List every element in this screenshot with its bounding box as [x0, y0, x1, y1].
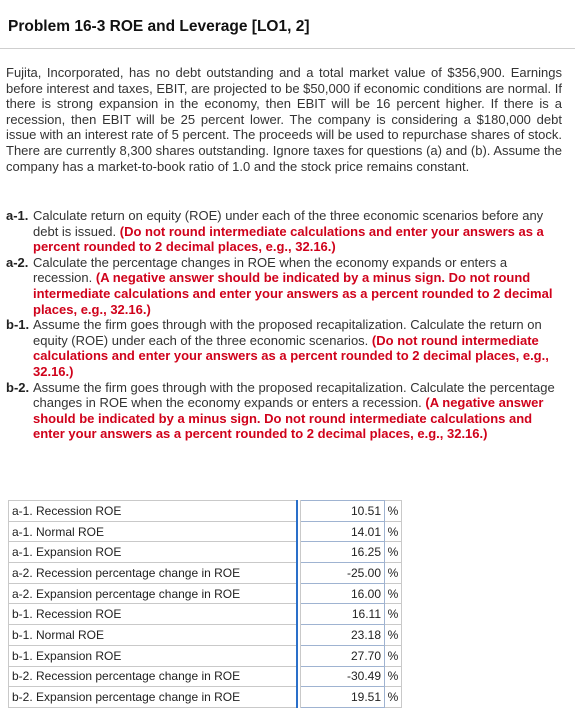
answer-label: a-2. Expansion percentage change in ROE: [9, 583, 298, 604]
percent-unit: %: [385, 625, 402, 646]
answer-label: b-1. Recession ROE: [9, 604, 298, 625]
question-label: b-2.: [6, 379, 30, 395]
question-instruction: (A negative answer should be indicated by a minus sign. Do not round intermediate calculations and enter your answers as a percent rounded to 2 decimal places, e.g., 32.16.): [33, 395, 544, 442]
question-label: a-1.: [6, 208, 29, 223]
table-row: [9, 604, 402, 625]
question-text: Calculate return on equity (ROE) under each of the three economic scenarios before any debt is issued.: [33, 208, 544, 239]
answer-label: a-1. Normal ROE: [9, 521, 298, 542]
answer-input[interactable]: -25.00: [301, 563, 385, 584]
table-row: [9, 583, 402, 604]
answer-label: a-1. Recession ROE: [9, 501, 298, 522]
question-instruction: (Do not round intermediate calculations and enter your answers as a percent rounded to 2 decimal places, e.g., 32.16.): [33, 223, 544, 255]
answer-label: a-2. Recession percentage change in ROE: [9, 563, 298, 584]
question-text: Assume the firm goes through with the proposed recapitalization. Calculate the return on equity (ROE) under each of the three economic scenarios.: [33, 317, 542, 348]
answer-label: b-2. Recession percentage change in ROE: [9, 666, 298, 687]
answer-input[interactable]: 16.00: [301, 583, 385, 604]
table-row: [9, 645, 402, 666]
question-text: Assume the firm goes through with the proposed recapitalization. Calculate the percentage changes in ROE when the economy expands or enters a recession.: [33, 379, 555, 411]
answer-input[interactable]: 16.25: [301, 542, 385, 563]
answer-input[interactable]: 23.18: [301, 625, 385, 646]
answer-label: b-2. Expansion percentage change in ROE: [9, 687, 298, 708]
table-row: [9, 666, 402, 687]
question-instruction: (Do not round intermediate calculations and enter your answers as a percent rounded to 2 decimal places, e.g., 32.16.): [33, 332, 549, 379]
answer-label: b-1. Normal ROE: [9, 625, 298, 646]
table-row: [9, 521, 402, 542]
answer-input[interactable]: 14.01: [301, 521, 385, 542]
percent-unit: %: [385, 583, 402, 604]
question-a1: [6, 208, 564, 255]
table-row: [9, 687, 402, 708]
question-list: [6, 208, 564, 442]
table-row: [9, 501, 402, 522]
answer-label: a-1. Expansion ROE: [9, 542, 298, 563]
answer-table: [8, 500, 402, 708]
percent-unit: %: [385, 521, 402, 542]
question-label: a-2.: [6, 254, 29, 270]
percent-unit: %: [385, 501, 402, 522]
problem-intro: Fujita, Incorporated, has no debt outstanding and a total market value of $356,900. Earnings before interest and taxes, EBIT, are projected to be $50,000 if economic conditions are normal. If there is strong expansion in the economy, then EBIT will be 16 percent higher. If there is a recession, then EBIT will be 25 percent lower. The company is considering a $180,000 debt issue with an interest rate of 5 percent. The proceeds will be used to repurchase shares of stock. There are currently 8,300 shares outstanding. Ignore taxes for questions (a) and (b). Assume the company has a market-to-book ratio of 1.0 and the stock price remains constant.: [6, 65, 562, 174]
title-divider: [0, 48, 575, 49]
question-b1: [6, 317, 564, 379]
answer-input[interactable]: 27.70: [301, 645, 385, 666]
percent-unit: %: [385, 666, 402, 687]
percent-unit: %: [385, 687, 402, 708]
table-row: [9, 625, 402, 646]
table-row: [9, 563, 402, 584]
percent-unit: %: [385, 542, 402, 563]
answer-label: b-1. Expansion ROE: [9, 645, 298, 666]
table-row: [9, 542, 402, 563]
question-a2: [6, 255, 564, 317]
question-label: b-1.: [6, 317, 30, 333]
percent-unit: %: [385, 604, 402, 625]
percent-unit: %: [385, 645, 402, 666]
percent-unit: %: [385, 563, 402, 584]
answer-input[interactable]: 10.51: [301, 501, 385, 522]
answer-input[interactable]: 16.11: [301, 604, 385, 625]
question-text: Calculate the percentage changes in ROE when the economy expands or enters a recession.: [33, 254, 508, 286]
problem-title: Problem 16-3 ROE and Leverage [LO1, 2]: [8, 18, 310, 35]
question-b2: [6, 380, 564, 442]
answer-input[interactable]: 19.51: [301, 687, 385, 708]
question-instruction: (A negative answer should be indicated by a minus sign. Do not round intermediate calculations and enter your answers as a percent rounded to 2 decimal places, e.g., 32.16.): [33, 270, 553, 317]
answer-input[interactable]: -30.49: [301, 666, 385, 687]
